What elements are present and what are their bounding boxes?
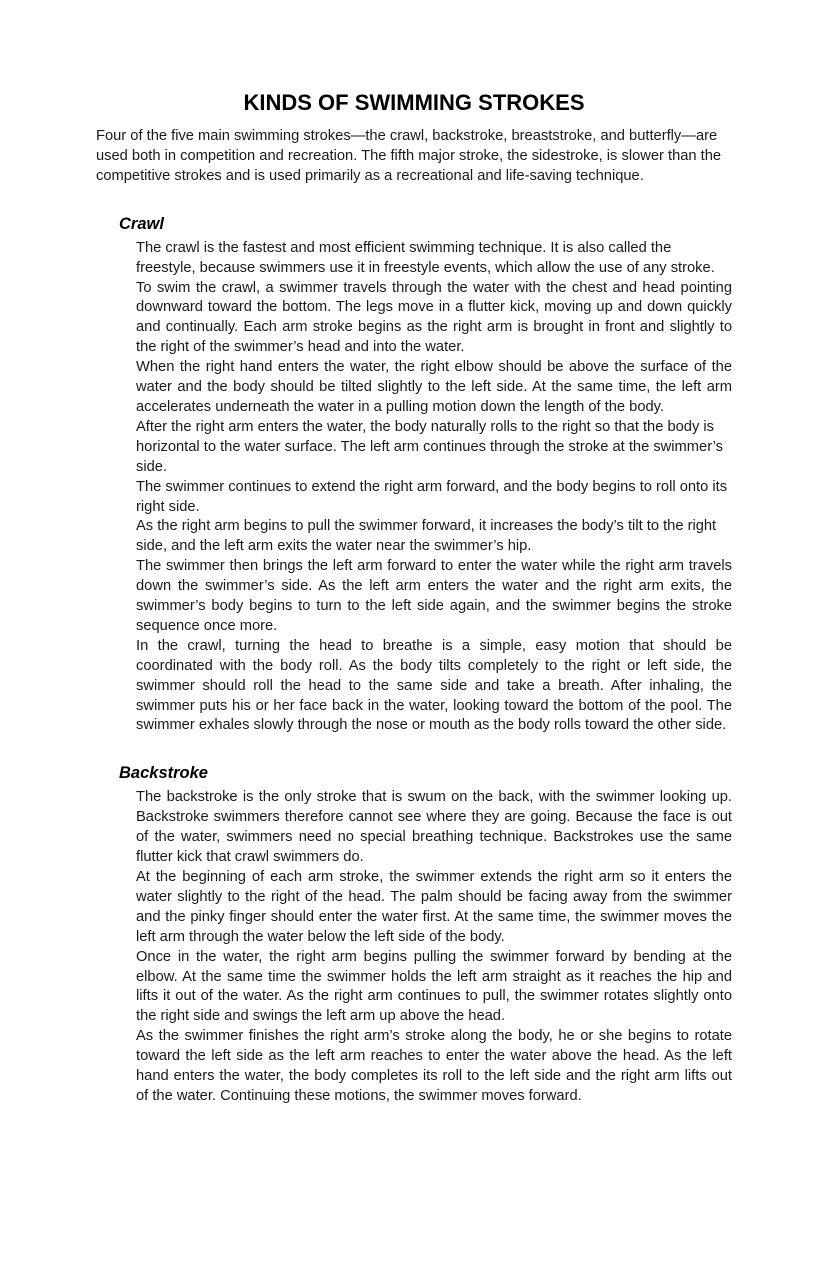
paragraph: When the right hand enters the water, the right elbow should be above the surface of the water and the body should be tilted slightly to the left side. At the same time, the left arm accelerates underneath the water in a pulling motion down the length of the body. [136, 359, 732, 415]
section-heading-crawl: Crawl [119, 214, 164, 233]
intro-paragraph: Four of the five main swimming strokes—the crawl, backstroke, breaststroke, and butterfly—are used both in competition and recreation. The fifth major stroke, the sidestroke, is slower than the competitive strokes and is used primarily as a recreational and life-saving technique. [96, 128, 722, 184]
section-heading-backstroke: Backstroke [119, 764, 208, 783]
paragraph: After the right arm enters the water, the body naturally rolls to the right so that the body is horizontal to the water surface. The left arm continues through the stroke at the swimmer’s side. [136, 418, 723, 475]
paragraph: The crawl is the fastest and most efficient swimming technique. It is also called the freestyle, because swimmers use it in freestyle events, which allow the use of any stroke. [136, 239, 715, 276]
paragraph: In the crawl, turning the head to breathe is a simple, easy motion that should be coordinated with the body roll. As the body tilts completely to the right or left side, the swimmer should roll the head to the same side and take a breath. After inhaling, the swimmer puts his or her face back in the water, looking toward the bottom of the pool. The swimmer exhales slowly through the nose or mouth as the body rolls toward the other side. [136, 637, 732, 734]
paragraph: The swimmer continues to extend the right arm forward, and the body begins to roll onto its right side. [136, 478, 728, 515]
paragraph: As the right arm begins to pull the swimmer forward, it increases the body’s tilt to the right side, and the left arm exits the water near the swimmer’s hip. [136, 518, 717, 555]
paragraph: As the swimmer finishes the right arm’s stroke along the body, he or she begins to rotate toward the left side as the left arm reaches to enter the water above the head. As the left hand enters the water, the body completes its roll to the left side and the right arm lifts out of the water. Continuing these motions, the swimmer moves forward. [136, 1028, 732, 1104]
paragraph: The backstroke is the only stroke that is swum on the back, with the swimmer looking up. Backstroke swimmers therefore cannot see where they are going. Because the face is out of the water, swimmers need no special breathing technique. Backstrokes use the same flutter kick that crawl swimmers do. [136, 789, 732, 866]
paragraph: Once in the water, the right arm begins pulling the swimmer forward by bending at the elbow. At the same time the swimmer holds the left arm straight as it reaches the hip and lifts it out of the water. As the right arm continues to pull, the swimmer rotates slightly onto the right side and swings the left arm up above the head. [136, 948, 732, 1025]
paragraph: To swim the crawl, a swimmer travels through the water with the chest and head pointing downward toward the bottom. The legs move in a flutter kick, moving up and down quickly and continually. Each arm stroke begins as the right arm is brought in front and slightly to the right of the swimmer’s head and into the water. [136, 279, 732, 356]
paragraph: The swimmer then brings the left arm forward to enter the water while the right arm travels down the swimmer’s side. As the left arm enters the water and the right arm exits, the swimmer’s body begins to turn to the left side again, and the swimmer begins the stroke sequence once more. [136, 558, 732, 634]
section-backstroke [0, 764, 828, 1107]
section-crawl [0, 215, 828, 737]
page-title: KINDS OF SWIMMING STROKES [243, 90, 585, 115]
paragraph: At the beginning of each arm stroke, the swimmer extends the right arm so it enters the water slightly to the right of the head. The palm should be facing away from the swimmer and the pinky finger should enter the water first. At the same time, the swimmer moves the left arm through the water below the left side of the body. [136, 869, 732, 945]
